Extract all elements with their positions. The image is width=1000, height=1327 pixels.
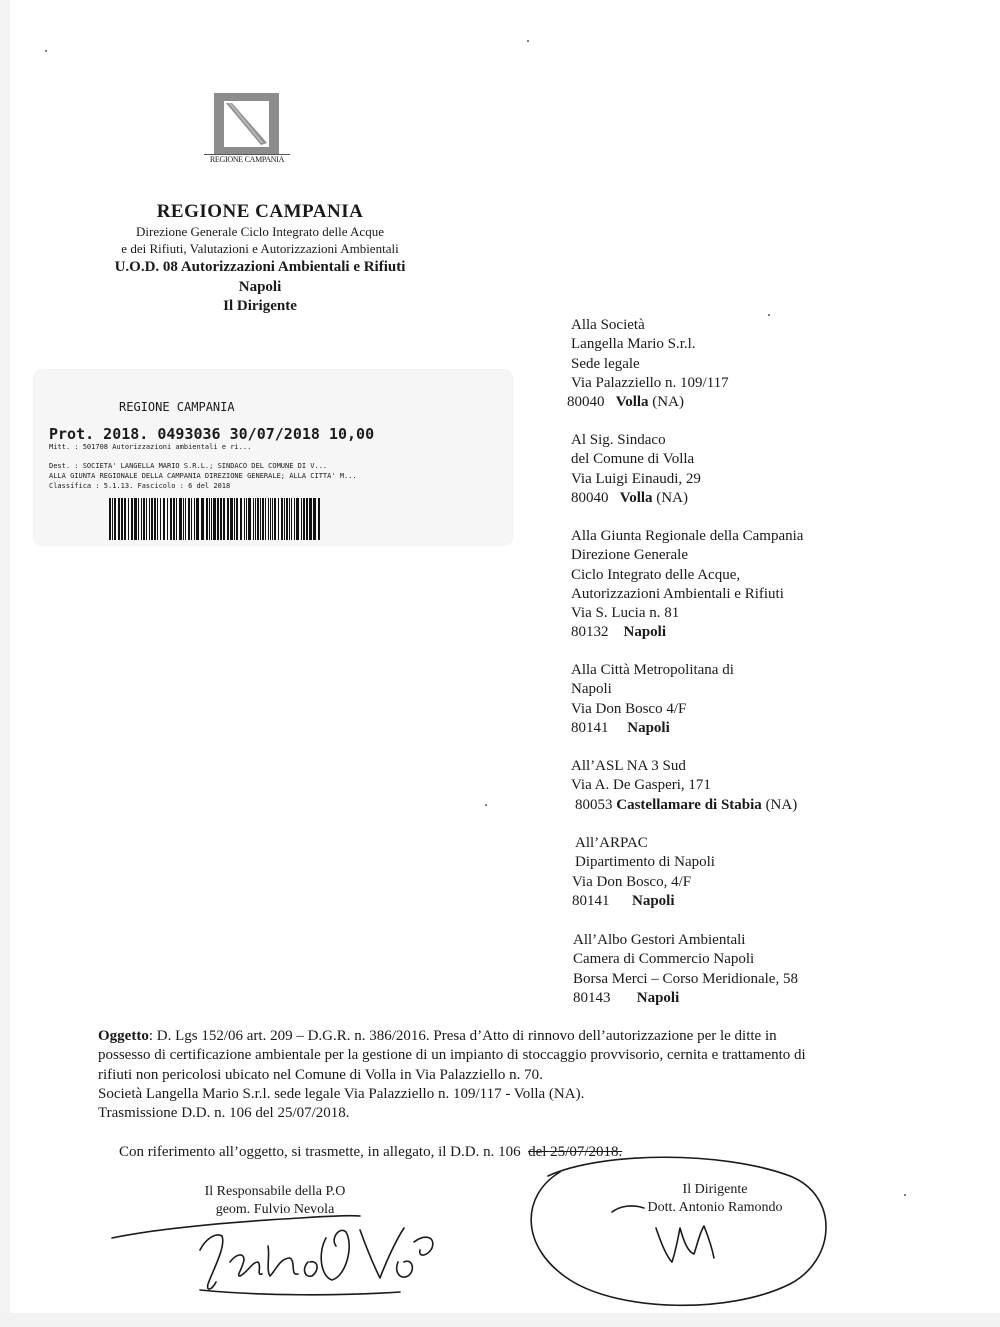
reference-date: del 25/07/2018. — [528, 1144, 623, 1160]
addressee-cap: 80053 — [575, 796, 613, 813]
barcode-bar — [196, 498, 199, 540]
addressee-line: Borsa Merci – Corso Meridionale, 58 — [573, 970, 798, 987]
barcode-bar — [191, 498, 192, 540]
addressee-block-3 — [571, 527, 803, 643]
addressee-line: Via Luigi Einaudi, 29 — [571, 470, 701, 487]
barcode-bar — [109, 498, 111, 540]
barcode-bar — [170, 498, 172, 540]
barcode-bar — [185, 498, 186, 540]
barcode-bar — [272, 498, 273, 540]
barcode-bar — [134, 498, 137, 540]
barcode-bar — [289, 498, 290, 540]
addressee-city: Volla — [619, 489, 653, 506]
addressee-postal — [571, 489, 701, 508]
barcode-bar — [227, 498, 229, 540]
barcode-bar — [318, 498, 320, 540]
addressee-cap: 80040 — [567, 394, 605, 411]
scan-speck — [527, 40, 529, 42]
barcode-bar — [163, 498, 165, 540]
barcode-bar — [303, 498, 305, 540]
barcode-bar — [236, 498, 238, 540]
reference-text: Con riferimento all’oggetto, si trasmette, in allegato, il D.D. n. 106 — [119, 1144, 521, 1160]
addressee-line: del Comune di Volla — [571, 451, 695, 468]
addressee-block-5 — [571, 757, 797, 815]
barcode-bar — [253, 498, 254, 540]
barcode-bar — [201, 498, 204, 540]
scan-speck — [45, 50, 47, 52]
barcode-bar — [167, 498, 168, 540]
addressee-line: Direzione Generale — [571, 547, 689, 564]
addressee-cap: 80040 — [571, 489, 609, 506]
signature-right-role: Il Dirigente — [682, 1182, 748, 1197]
barcode-bar — [230, 498, 233, 540]
addressee-postal — [571, 623, 803, 642]
barcode-bar — [240, 498, 242, 540]
subject-line5: Trasmissione D.D. n. 106 del 25/07/2018. — [98, 1105, 350, 1122]
barcode-bar — [255, 498, 256, 540]
barcode-bar — [313, 498, 316, 540]
addressee-city: Napoli — [627, 719, 670, 736]
addressee-line: Napoli — [571, 681, 612, 698]
addressee-line: Alla Società — [571, 317, 645, 333]
addressee-city: Napoli — [636, 989, 680, 1006]
barcode-bar — [194, 498, 195, 540]
addressee-line: Alla Giunta Regionale della Campania — [571, 528, 804, 544]
signature-right-name: Dott. Antonio Ramondo — [647, 1200, 783, 1215]
addressee-block-1 — [567, 316, 729, 412]
barcode-bar — [211, 498, 212, 540]
barcode-bar — [151, 498, 153, 540]
barcode-bar — [301, 498, 302, 540]
barcode-bar — [138, 498, 139, 540]
barcode-bar — [118, 498, 120, 540]
addressee-line: Via Palazziello n. 109/117 — [571, 374, 729, 391]
header-role: Il Dirigente — [223, 298, 297, 314]
barcode-bar — [248, 498, 251, 540]
barcode-bar — [286, 498, 288, 540]
protocol-stamp — [34, 370, 512, 545]
barcode-bar — [124, 498, 126, 540]
header-subtitle-line1: Direzione Generale Ciclo Integrato delle Acque — [136, 224, 384, 239]
addressee-line: Ciclo Integrato delle Acque, — [571, 566, 741, 583]
header-title: REGIONE CAMPANIA — [156, 201, 364, 222]
barcode-bar — [160, 498, 161, 540]
barcode-bar — [128, 498, 129, 540]
signature-left — [150, 1183, 400, 1219]
barcode-icon — [109, 498, 324, 540]
barcode-bar — [173, 498, 175, 540]
addressee-cap: 80132 — [571, 624, 609, 641]
subject-line4: Società Langella Mario S.r.l. sede legale Via Palazziello n. 109/117 - Volla (NA). — [98, 1085, 585, 1102]
addressee-block-4 — [571, 661, 734, 738]
barcode-bar — [114, 498, 116, 540]
addressee-line: Langella Mario S.r.l. — [571, 336, 696, 353]
stamp-classification: Classifica : 5.1.13. Fascicolo : 6 del 2018 — [49, 482, 231, 490]
stamp-dest-line1: Dest. : SOCIETA' LANGELLA MARIO S.R.L.; SINDACO DEL COMUNE DI V... — [49, 462, 328, 470]
barcode-bar — [141, 498, 142, 540]
barcode-bar — [260, 498, 261, 540]
barcode-bar — [112, 498, 113, 540]
barcode-bar — [146, 498, 147, 540]
stamp-dest-line2: ALLA GIUNTA REGIONALE DELLA CAMPANIA DIREZIONE GENERALE; ALLA CITTA' M... — [49, 472, 357, 480]
barcode-bar — [188, 498, 190, 540]
barcode-bar — [179, 498, 182, 540]
reference-sentence — [119, 1144, 622, 1161]
addressee-postal — [575, 796, 797, 815]
barcode-bar — [143, 498, 145, 540]
addressee-line: Via Don Bosco, 4/F — [572, 873, 692, 890]
addressee-line: All’ASL NA 3 Sud — [571, 758, 686, 774]
barcode-bar — [265, 498, 266, 540]
header-city: Napoli — [238, 279, 282, 295]
addressee-line: Sede legale — [571, 355, 640, 372]
subject-line2: possesso di certificazione ambientale per la gestione di un impianto di stoccaggio provvisorio, cernita e trattamento di — [98, 1047, 806, 1064]
barcode-bar — [268, 498, 269, 540]
addressee-line: Camera di Commercio Napoli — [573, 951, 755, 968]
addressee-cap: 80143 — [573, 989, 611, 1006]
scan-edge-left — [0, 0, 10, 1327]
addressee-postal — [573, 989, 798, 1008]
addressee-line: Al Sig. Sindaco — [571, 432, 666, 448]
stamp-sender: Mitt. : 501708 Autorizzazioni ambientali e ri... — [49, 443, 252, 451]
barcode-bar — [157, 498, 158, 540]
scan-edge-bottom — [0, 1313, 1000, 1327]
barcode-bar — [183, 498, 184, 540]
barcode-bar — [223, 498, 225, 540]
header-office: U.O.D. 08 Autorizzazioni Ambientali e Rifiuti — [114, 259, 406, 275]
barcode-bar — [270, 498, 271, 540]
barcode-bar — [306, 498, 308, 540]
barcode-bar — [274, 498, 276, 540]
stamp-protocol: Prot. 2018. 0493036 30/07/2018 10,00 — [49, 425, 375, 443]
addressee-cap: 80141 — [572, 892, 610, 909]
barcode-bar — [246, 498, 247, 540]
scan-speck — [485, 804, 487, 806]
addressee-line: Via S. Lucia n. 81 — [571, 605, 680, 622]
addressee-province: (NA) — [656, 489, 688, 506]
region-logo-icon — [214, 93, 279, 155]
addressee-block-6 — [572, 834, 715, 911]
addressee-province: (NA) — [765, 796, 798, 813]
addressee-province: (NA) — [652, 394, 684, 411]
barcode-bar — [262, 498, 264, 540]
addressee-line: Via Don Bosco 4/F — [571, 700, 687, 717]
addressee-city: Napoli — [623, 624, 667, 641]
addressee-cap: 80141 — [571, 719, 609, 736]
barcode-bar — [257, 498, 259, 540]
barcode-bar — [213, 498, 216, 540]
barcode-bar — [217, 498, 219, 540]
barcode-bar — [291, 498, 292, 540]
subject-line1 — [98, 1027, 910, 1046]
scan-speck — [768, 314, 770, 316]
barcode-bar — [220, 498, 222, 540]
signature-left-role: Il Responsabile della P.O — [204, 1184, 346, 1199]
subject-line3: rifiuti non pericolosi ubicato nel Comune di Volla in Via Palazziello n. 70. — [98, 1066, 543, 1083]
subject-label: Oggetto — [98, 1028, 149, 1044]
addressee-postal — [572, 892, 715, 911]
subject-text-1: : D. Lgs 152/06 art. 209 – D.G.R. n. 386/2016. Presa d’Atto di rinnovo dell’autorizzazione per le ditte in — [148, 1028, 777, 1044]
signature-left-name: geom. Fulvio Nevola — [215, 1202, 335, 1217]
addressee-line: Autorizzazioni Ambientali e Rifiuti — [571, 585, 784, 602]
logo-caption: REGIONE CAMPANIA — [209, 155, 285, 164]
addressee-line: Dipartimento di Napoli — [575, 854, 715, 871]
barcode-bar — [154, 498, 156, 540]
barcode-bar — [244, 498, 245, 540]
signature-right — [600, 1181, 830, 1217]
barcode-bar — [121, 498, 123, 540]
addressee-line: Alla Città Metropolitana di — [571, 662, 734, 678]
barcode-bar — [209, 498, 210, 540]
addressee-city: Volla — [615, 394, 649, 411]
barcode-bar — [281, 498, 283, 540]
addressee-block-7 — [573, 931, 798, 1008]
barcode-bar — [206, 498, 208, 540]
addressee-block-2 — [571, 431, 701, 508]
addressee-line: Via A. De Gasperi, 171 — [571, 777, 711, 794]
barcode-bar — [294, 498, 295, 540]
addressee-line: All’Albo Gestori Ambientali — [573, 932, 746, 948]
barcode-bar — [149, 498, 150, 540]
addressee-line: All’ARPAC — [575, 835, 648, 851]
scan-speck — [904, 1194, 906, 1196]
barcode-bar — [278, 498, 279, 540]
barcode-bar — [309, 498, 312, 540]
subject-block — [98, 1027, 910, 1123]
barcode-bar — [234, 498, 235, 540]
barcode-bar — [176, 498, 177, 540]
addressee-postal — [567, 393, 729, 412]
barcode-bar — [296, 498, 299, 540]
addressee-postal — [571, 719, 734, 738]
addressee-city: Castellamare di Stabia — [616, 796, 762, 813]
header-subtitle-line2: e dei Rifiuti, Valutazioni e Autorizzazioni Ambientali — [121, 241, 399, 256]
addressee-city: Napoli — [632, 892, 675, 909]
stamp-org: REGIONE CAMPANIA — [119, 400, 235, 414]
barcode-bar — [284, 498, 285, 540]
barcode-bar — [131, 498, 133, 540]
